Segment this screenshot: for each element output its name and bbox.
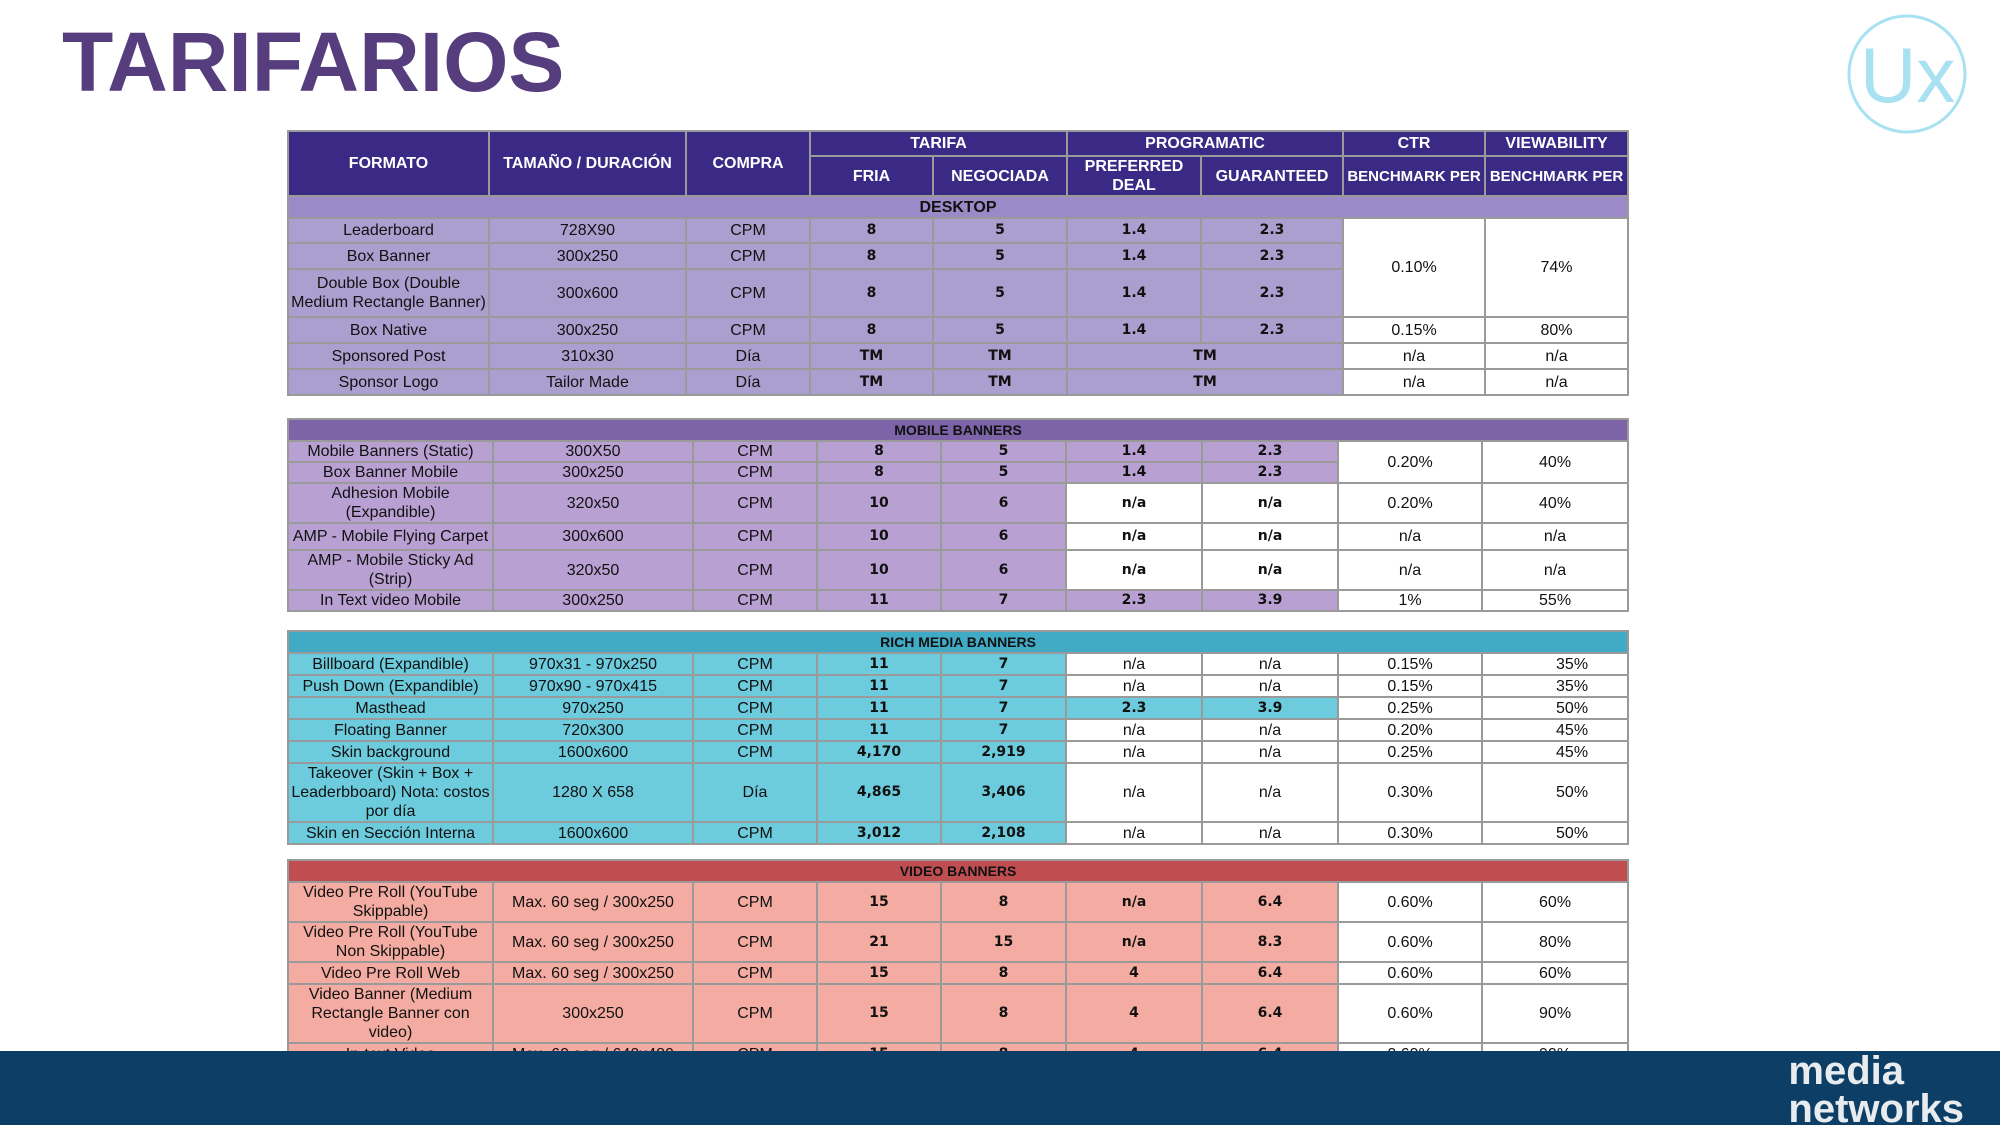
cell-formato: Video Pre Roll Web: [288, 962, 493, 984]
cell-viewability: n/a: [1485, 369, 1628, 395]
cell-ctr: 0.60%: [1338, 984, 1482, 1043]
cell-tamano: 970x90 - 970x415: [493, 675, 693, 697]
cell-ctr: 0.10%: [1343, 218, 1485, 317]
cell-compra: CPM: [693, 653, 817, 675]
cell-programatic: TM: [1067, 369, 1343, 395]
cell-viewability: 80%: [1482, 922, 1628, 962]
table-row: [288, 984, 1628, 1043]
cell-negociada: 6: [941, 483, 1066, 523]
cell-negociada: 5: [933, 218, 1067, 243]
cell-fria: TM: [810, 369, 933, 395]
cell-negociada: 7: [941, 697, 1066, 719]
cell-guaranteed: 2.3: [1201, 218, 1343, 243]
cell-guaranteed: n/a: [1202, 523, 1338, 550]
cell-compra: CPM: [686, 317, 810, 343]
cell-guaranteed: 6.4: [1202, 962, 1338, 984]
cell-guaranteed: n/a: [1202, 483, 1338, 523]
cell-fria: 4,170: [817, 741, 941, 763]
cell-fria: 10: [817, 483, 941, 523]
cell-formato: Skin background: [288, 741, 493, 763]
cell-preferred: 2.3: [1066, 697, 1202, 719]
cell-formato: Push Down (Expandible): [288, 675, 493, 697]
rich-media-table: [287, 630, 1629, 845]
cell-preferred: 1.4: [1066, 462, 1202, 483]
cell-preferred: 1.4: [1066, 441, 1202, 462]
cell-fria: 8: [810, 243, 933, 269]
cell-tamano: 970x31 - 970x250: [493, 653, 693, 675]
cell-compra: CPM: [693, 675, 817, 697]
page-title: TARIFARIOS: [62, 15, 565, 109]
header-guaranteed: GUARANTEED: [1201, 156, 1343, 196]
header-benchmark-view: BENCHMARK PER: [1485, 156, 1628, 196]
cell-tamano: 300x600: [489, 269, 686, 317]
cell-tamano: 300x600: [493, 523, 693, 550]
table-row: [288, 962, 1628, 984]
table-row: [288, 697, 1628, 719]
cell-compra: CPM: [693, 984, 817, 1043]
cell-tamano: 970x250: [493, 697, 693, 719]
cell-negociada: 8: [941, 882, 1066, 922]
cell-viewability: 60%: [1482, 882, 1628, 922]
cell-guaranteed: n/a: [1202, 741, 1338, 763]
cell-fria: 8: [810, 218, 933, 243]
cell-viewability: 80%: [1485, 317, 1628, 343]
cell-tamano: Max. 60 seg / 300x250: [493, 962, 693, 984]
cell-ctr: n/a: [1343, 343, 1485, 369]
cell-ctr: 0.30%: [1338, 822, 1482, 844]
cell-guaranteed: 2.3: [1201, 317, 1343, 343]
cell-fria: 10: [817, 550, 941, 590]
cell-ctr: 0.60%: [1338, 922, 1482, 962]
cell-viewability: 50%: [1482, 763, 1628, 822]
cell-ctr: 0.15%: [1343, 317, 1485, 343]
table-row: [288, 763, 1628, 822]
cell-fria: TM: [810, 343, 933, 369]
cell-preferred: 1.4: [1067, 218, 1201, 243]
cell-formato: AMP - Mobile Flying Carpet: [288, 523, 493, 550]
cell-guaranteed: n/a: [1202, 763, 1338, 822]
cell-preferred: 4: [1066, 962, 1202, 984]
table-row: [288, 653, 1628, 675]
cell-tamano: Tailor Made: [489, 369, 686, 395]
cell-negociada: 2,919: [941, 741, 1066, 763]
cell-fria: 11: [817, 590, 941, 611]
cell-preferred: n/a: [1066, 922, 1202, 962]
cell-viewability: 55%: [1482, 590, 1628, 611]
cell-formato: Floating Banner: [288, 719, 493, 741]
cell-viewability: 45%: [1482, 741, 1628, 763]
cell-guaranteed: n/a: [1202, 653, 1338, 675]
cell-viewability: n/a: [1485, 343, 1628, 369]
cell-formato: Double Box (Double Medium Rectangle Banner): [288, 269, 489, 317]
cell-preferred: n/a: [1066, 882, 1202, 922]
table-row: [288, 218, 1628, 243]
cell-negociada: TM: [933, 369, 1067, 395]
cell-tamano: 1600x600: [493, 741, 693, 763]
cell-formato: Sponsored Post: [288, 343, 489, 369]
cell-formato: Adhesion Mobile (Expandible): [288, 483, 493, 523]
cell-compra: CPM: [693, 697, 817, 719]
cell-compra: CPM: [693, 483, 817, 523]
cell-preferred: 1.4: [1067, 317, 1201, 343]
cell-viewability: 40%: [1482, 483, 1628, 523]
cell-negociada: 5: [941, 462, 1066, 483]
cell-negociada: TM: [933, 343, 1067, 369]
cell-fria: 11: [817, 719, 941, 741]
cell-compra: CPM: [686, 218, 810, 243]
cell-preferred: 1.4: [1067, 243, 1201, 269]
cell-fria: 15: [817, 962, 941, 984]
cell-viewability: 74%: [1485, 218, 1628, 317]
table-row: [288, 922, 1628, 962]
cell-tamano: 300x250: [493, 462, 693, 483]
cell-formato: Mobile Banners (Static): [288, 441, 493, 462]
cell-fria: 3,012: [817, 822, 941, 844]
cell-compra: CPM: [693, 550, 817, 590]
cell-compra: CPM: [693, 882, 817, 922]
cell-viewability: 90%: [1482, 984, 1628, 1043]
cell-negociada: 8: [941, 984, 1066, 1043]
footer-line-2: networks: [1788, 1087, 1964, 1131]
table-row: [288, 483, 1628, 523]
cell-guaranteed: 6.4: [1202, 984, 1338, 1043]
table-row: [288, 675, 1628, 697]
cell-fria: 21: [817, 922, 941, 962]
cell-ctr: 0.20%: [1338, 441, 1482, 483]
cell-fria: 8: [810, 269, 933, 317]
header-tamano: TAMAÑO / DURACIÓN: [489, 131, 686, 196]
cell-ctr: 0.25%: [1338, 697, 1482, 719]
cell-compra: Día: [686, 343, 810, 369]
cell-tamano: 320x50: [493, 483, 693, 523]
cell-tamano: 320x50: [493, 550, 693, 590]
cell-formato: Billboard (Expandible): [288, 653, 493, 675]
cell-tamano: 728X90: [489, 218, 686, 243]
cell-formato: Box Banner Mobile: [288, 462, 493, 483]
cell-guaranteed: n/a: [1202, 675, 1338, 697]
cell-compra: CPM: [693, 822, 817, 844]
cell-compra: Día: [693, 763, 817, 822]
cell-compra: CPM: [693, 922, 817, 962]
cell-guaranteed: n/a: [1202, 550, 1338, 590]
cell-ctr: 0.15%: [1338, 675, 1482, 697]
cell-viewability: 35%: [1482, 675, 1628, 697]
cell-tamano: 300x250: [493, 984, 693, 1043]
cell-negociada: 7: [941, 653, 1066, 675]
cell-fria: 11: [817, 697, 941, 719]
cell-compra: Día: [686, 369, 810, 395]
cell-ctr: 0.60%: [1338, 882, 1482, 922]
cell-fria: 15: [817, 882, 941, 922]
cell-compra: CPM: [693, 719, 817, 741]
cell-preferred: n/a: [1066, 653, 1202, 675]
cell-formato: AMP - Mobile Sticky Ad (Strip): [288, 550, 493, 590]
cell-ctr: 0.60%: [1338, 962, 1482, 984]
cell-negociada: 5: [933, 317, 1067, 343]
cell-guaranteed: 3.9: [1202, 590, 1338, 611]
cell-guaranteed: 6.4: [1202, 882, 1338, 922]
table-row: [288, 523, 1628, 550]
cell-tamano: 300x250: [493, 590, 693, 611]
cell-tamano: 310x30: [489, 343, 686, 369]
cell-preferred: n/a: [1066, 483, 1202, 523]
header-formato: FORMATO: [288, 131, 489, 196]
cell-negociada: 7: [941, 719, 1066, 741]
cell-guaranteed: 2.3: [1201, 243, 1343, 269]
cell-formato: Video Pre Roll (YouTube Skippable): [288, 882, 493, 922]
cell-formato: Masthead: [288, 697, 493, 719]
header-programatic: PROGRAMATIC: [1067, 131, 1343, 156]
cell-fria: 8: [817, 441, 941, 462]
header-viewability: VIEWABILITY: [1485, 131, 1628, 156]
cell-preferred: n/a: [1066, 741, 1202, 763]
cell-guaranteed: n/a: [1202, 719, 1338, 741]
table-row: [288, 550, 1628, 590]
cell-tamano: 1280 X 658: [493, 763, 693, 822]
cell-formato: Box Native: [288, 317, 489, 343]
table-row: [288, 441, 1628, 462]
media-networks-logo: [1788, 1049, 1964, 1131]
header-preferred-deal: PREFERRED DEAL: [1067, 156, 1201, 196]
cell-ctr: 0.15%: [1338, 653, 1482, 675]
cell-ctr: 0.20%: [1338, 719, 1482, 741]
cell-ctr: 0.30%: [1338, 763, 1482, 822]
cell-fria: 8: [810, 317, 933, 343]
cell-fria: 8: [817, 462, 941, 483]
section-rich-media: RICH MEDIA BANNERS: [288, 631, 1628, 653]
cell-negociada: 7: [941, 675, 1066, 697]
cell-preferred: n/a: [1066, 523, 1202, 550]
cell-tamano: 720x300: [493, 719, 693, 741]
cell-formato: Leaderboard: [288, 218, 489, 243]
cell-preferred: 2.3: [1066, 590, 1202, 611]
cell-preferred: n/a: [1066, 675, 1202, 697]
table-row: [288, 719, 1628, 741]
mobile-table: [287, 418, 1629, 612]
cell-guaranteed: 2.3: [1201, 269, 1343, 317]
cell-negociada: 6: [941, 550, 1066, 590]
cell-compra: CPM: [693, 523, 817, 550]
section-desktop: DESKTOP: [288, 196, 1628, 218]
cell-fria: 11: [817, 653, 941, 675]
cell-negociada: 5: [941, 441, 1066, 462]
cell-guaranteed: n/a: [1202, 822, 1338, 844]
table-row: [288, 882, 1628, 922]
section-mobile: MOBILE BANNERS: [288, 419, 1628, 441]
cell-negociada: 3,406: [941, 763, 1066, 822]
cell-fria: 11: [817, 675, 941, 697]
cell-ctr: n/a: [1343, 369, 1485, 395]
cell-viewability: 60%: [1482, 962, 1628, 984]
cell-preferred: 1.4: [1067, 269, 1201, 317]
cell-preferred: n/a: [1066, 763, 1202, 822]
cell-negociada: 2,108: [941, 822, 1066, 844]
cell-viewability: 40%: [1482, 441, 1628, 483]
cell-guaranteed: 2.3: [1202, 462, 1338, 483]
table-row: [288, 369, 1628, 395]
cell-fria: 4,865: [817, 763, 941, 822]
cell-formato: Video Pre Roll (YouTube Non Skippable): [288, 922, 493, 962]
cell-ctr: n/a: [1338, 550, 1482, 590]
section-video: VIDEO BANNERS: [288, 860, 1628, 882]
cell-viewability: 45%: [1482, 719, 1628, 741]
cell-preferred: n/a: [1066, 719, 1202, 741]
cell-guaranteed: 8.3: [1202, 922, 1338, 962]
table-row: [288, 343, 1628, 369]
table-row: [288, 741, 1628, 763]
table-row: [288, 317, 1628, 343]
cell-tamano: 300x250: [489, 243, 686, 269]
cell-fria: 10: [817, 523, 941, 550]
header-tarifa: TARIFA: [810, 131, 1067, 156]
cell-preferred: n/a: [1066, 550, 1202, 590]
header-compra: COMPRA: [686, 131, 810, 196]
cell-formato: Video Banner (Medium Rectangle Banner con video): [288, 984, 493, 1043]
cell-compra: CPM: [693, 590, 817, 611]
cell-formato: Sponsor Logo: [288, 369, 489, 395]
cell-compra: CPM: [693, 962, 817, 984]
cell-viewability: 50%: [1482, 822, 1628, 844]
cell-formato: In Text video Mobile: [288, 590, 493, 611]
cell-formato: Takeover (Skin + Box + Leaderbboard) Nota: costos por día: [288, 763, 493, 822]
cell-tamano: 1600x600: [493, 822, 693, 844]
cell-guaranteed: 3.9: [1202, 697, 1338, 719]
footer-line-1: media: [1788, 1049, 1904, 1093]
cell-formato: Box Banner: [288, 243, 489, 269]
cell-ctr: 0.25%: [1338, 741, 1482, 763]
svg-text:Ux: Ux: [1860, 31, 1956, 119]
cell-fria: 15: [817, 984, 941, 1043]
cell-compra: CPM: [693, 741, 817, 763]
cell-negociada: 7: [941, 590, 1066, 611]
header-ctr: CTR: [1343, 131, 1485, 156]
cell-negociada: 5: [933, 269, 1067, 317]
cell-tamano: Max. 60 seg / 300x250: [493, 882, 693, 922]
cell-ctr: 1%: [1338, 590, 1482, 611]
cell-formato: Skin en Sección Interna: [288, 822, 493, 844]
cell-compra: CPM: [686, 243, 810, 269]
table-row: [288, 590, 1628, 611]
cell-compra: CPM: [693, 462, 817, 483]
cell-compra: CPM: [693, 441, 817, 462]
cell-preferred: n/a: [1066, 822, 1202, 844]
cell-negociada: 8: [941, 962, 1066, 984]
cell-preferred: 4: [1066, 984, 1202, 1043]
desktop-table: [287, 130, 1629, 396]
header-negociada: NEGOCIADA: [933, 156, 1067, 196]
cell-viewability: 35%: [1482, 653, 1628, 675]
cell-guaranteed: 2.3: [1202, 441, 1338, 462]
cell-ctr: n/a: [1338, 523, 1482, 550]
header-fria: FRIA: [810, 156, 933, 196]
cell-viewability: 50%: [1482, 697, 1628, 719]
cell-tamano: 300X50: [493, 441, 693, 462]
cell-programatic: TM: [1067, 343, 1343, 369]
cell-ctr: 0.20%: [1338, 483, 1482, 523]
cell-negociada: 15: [941, 922, 1066, 962]
cell-negociada: 6: [941, 523, 1066, 550]
video-table: [287, 859, 1629, 1066]
cell-viewability: n/a: [1482, 523, 1628, 550]
cell-compra: CPM: [686, 269, 810, 317]
cell-viewability: n/a: [1482, 550, 1628, 590]
table-row: [288, 822, 1628, 844]
header-benchmark-ctr: BENCHMARK PER: [1343, 156, 1485, 196]
footer-bar: [0, 1051, 2000, 1125]
cell-negociada: 5: [933, 243, 1067, 269]
ux-logo: [1832, 12, 1982, 137]
cell-tamano: 300x250: [489, 317, 686, 343]
cell-tamano: Max. 60 seg / 300x250: [493, 922, 693, 962]
